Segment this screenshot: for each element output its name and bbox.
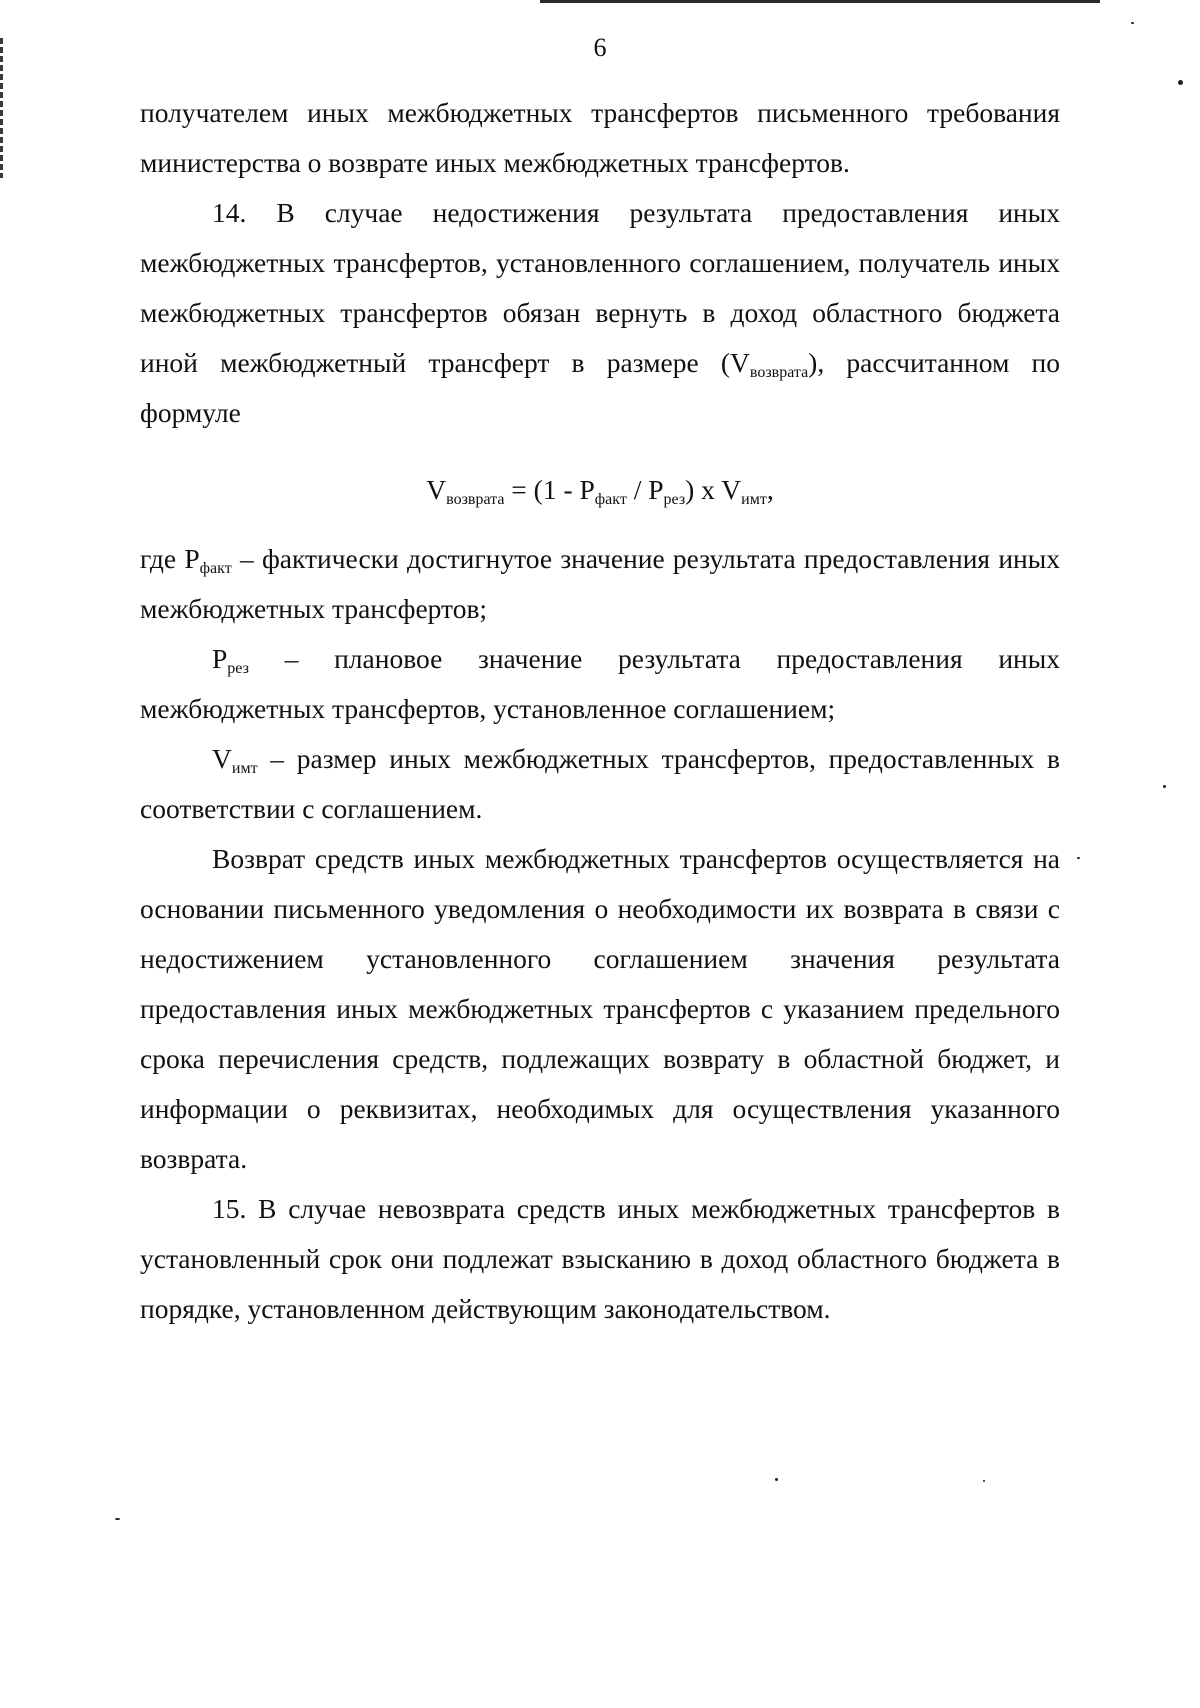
scan-speck (115, 1518, 120, 1520)
scan-speck (1178, 80, 1183, 85)
definition-p-fakt-text: – фактически достигнутое значение результата предоставления иных межбюджетных трансфертов; (140, 543, 1060, 624)
text-block-lower (140, 534, 1060, 1334)
paragraph-return-procedure: Возврат средств иных межбюджетных трансфертов осуществляется на основании письменного уведомления о необходимости их возврата в связи с недостижением установленного соглашением значения результата предоставления иных межбюджетных трансфертов с указанием предельного срока перечисления средств, подлежащих возврату в областной бюджет, и информации о реквизитах, необходимых для осуществления указанного возврата. (140, 843, 1060, 1174)
definition-v-imt (140, 734, 1060, 834)
scan-speck (775, 1478, 778, 1481)
formula-eq: = (1 - P (504, 474, 595, 505)
scan-top-border (540, 0, 1100, 3)
page-number: 6 (593, 33, 607, 62)
definition-p-rez-symbol: P (212, 643, 228, 674)
definition-p-rez-text: – плановое значение результата предоставления иных межбюджетных трансфертов, установленное соглашением; (140, 643, 1060, 724)
scan-speck (983, 1480, 985, 1482)
formula-p-rez-sub: рез (663, 491, 686, 508)
formula-v-sub: возврата (446, 491, 505, 508)
definition-p-fakt-symbol: где P (140, 543, 200, 574)
definition-p-fakt (140, 534, 1060, 634)
definition-v-imt-symbol: V (212, 743, 232, 774)
formula-div: / P (626, 474, 664, 505)
paragraph-14-tail: ), рассчитанном по формуле (140, 347, 1060, 428)
subscript-vozvrata: возврата (749, 364, 809, 381)
paragraph-15: 15. В случае невозврата средств иных межбюджетных трансфертов в установленный срок они подлежат взысканию в доход областного бюджета в порядке, установленном действующим законодательством. (140, 1193, 1060, 1324)
paragraph-continuation: получателем иных межбюджетных трансфертов письменного требования министерства о возврате иных межбюджетных трансфертов. (140, 97, 1060, 178)
paragraph-14-text: 14. В случае недостижения результата предоставления иных межбюджетных трансфертов, установленного соглашением, получатель иных межбюджетных трансфертов обязан вернуть в доход областного бюджета иной межбюджетный трансферт в размере (V (140, 197, 1060, 378)
text-block-upper (140, 88, 1060, 438)
definition-v-imt-sub: имт (231, 760, 258, 777)
paragraph-14 (140, 188, 1060, 438)
formula (0, 470, 1200, 510)
formula-p-fakt-sub: факт (594, 491, 627, 508)
definition-p-rez-sub: рез (227, 660, 249, 677)
formula-v-imt-sub: имт (741, 491, 767, 508)
formula-v: V (426, 474, 447, 505)
formula-times: ) x V (685, 474, 742, 505)
definition-v-imt-text: – размер иных межбюджетных трансфертов, предоставленных в соответствии с соглашением. (140, 743, 1060, 824)
definition-p-rez (140, 634, 1060, 734)
scan-speck (1131, 22, 1134, 24)
scan-speck (1077, 857, 1080, 859)
formula-end: , (766, 474, 774, 505)
scan-speck (1163, 785, 1166, 788)
definition-p-fakt-sub: факт (199, 560, 232, 577)
